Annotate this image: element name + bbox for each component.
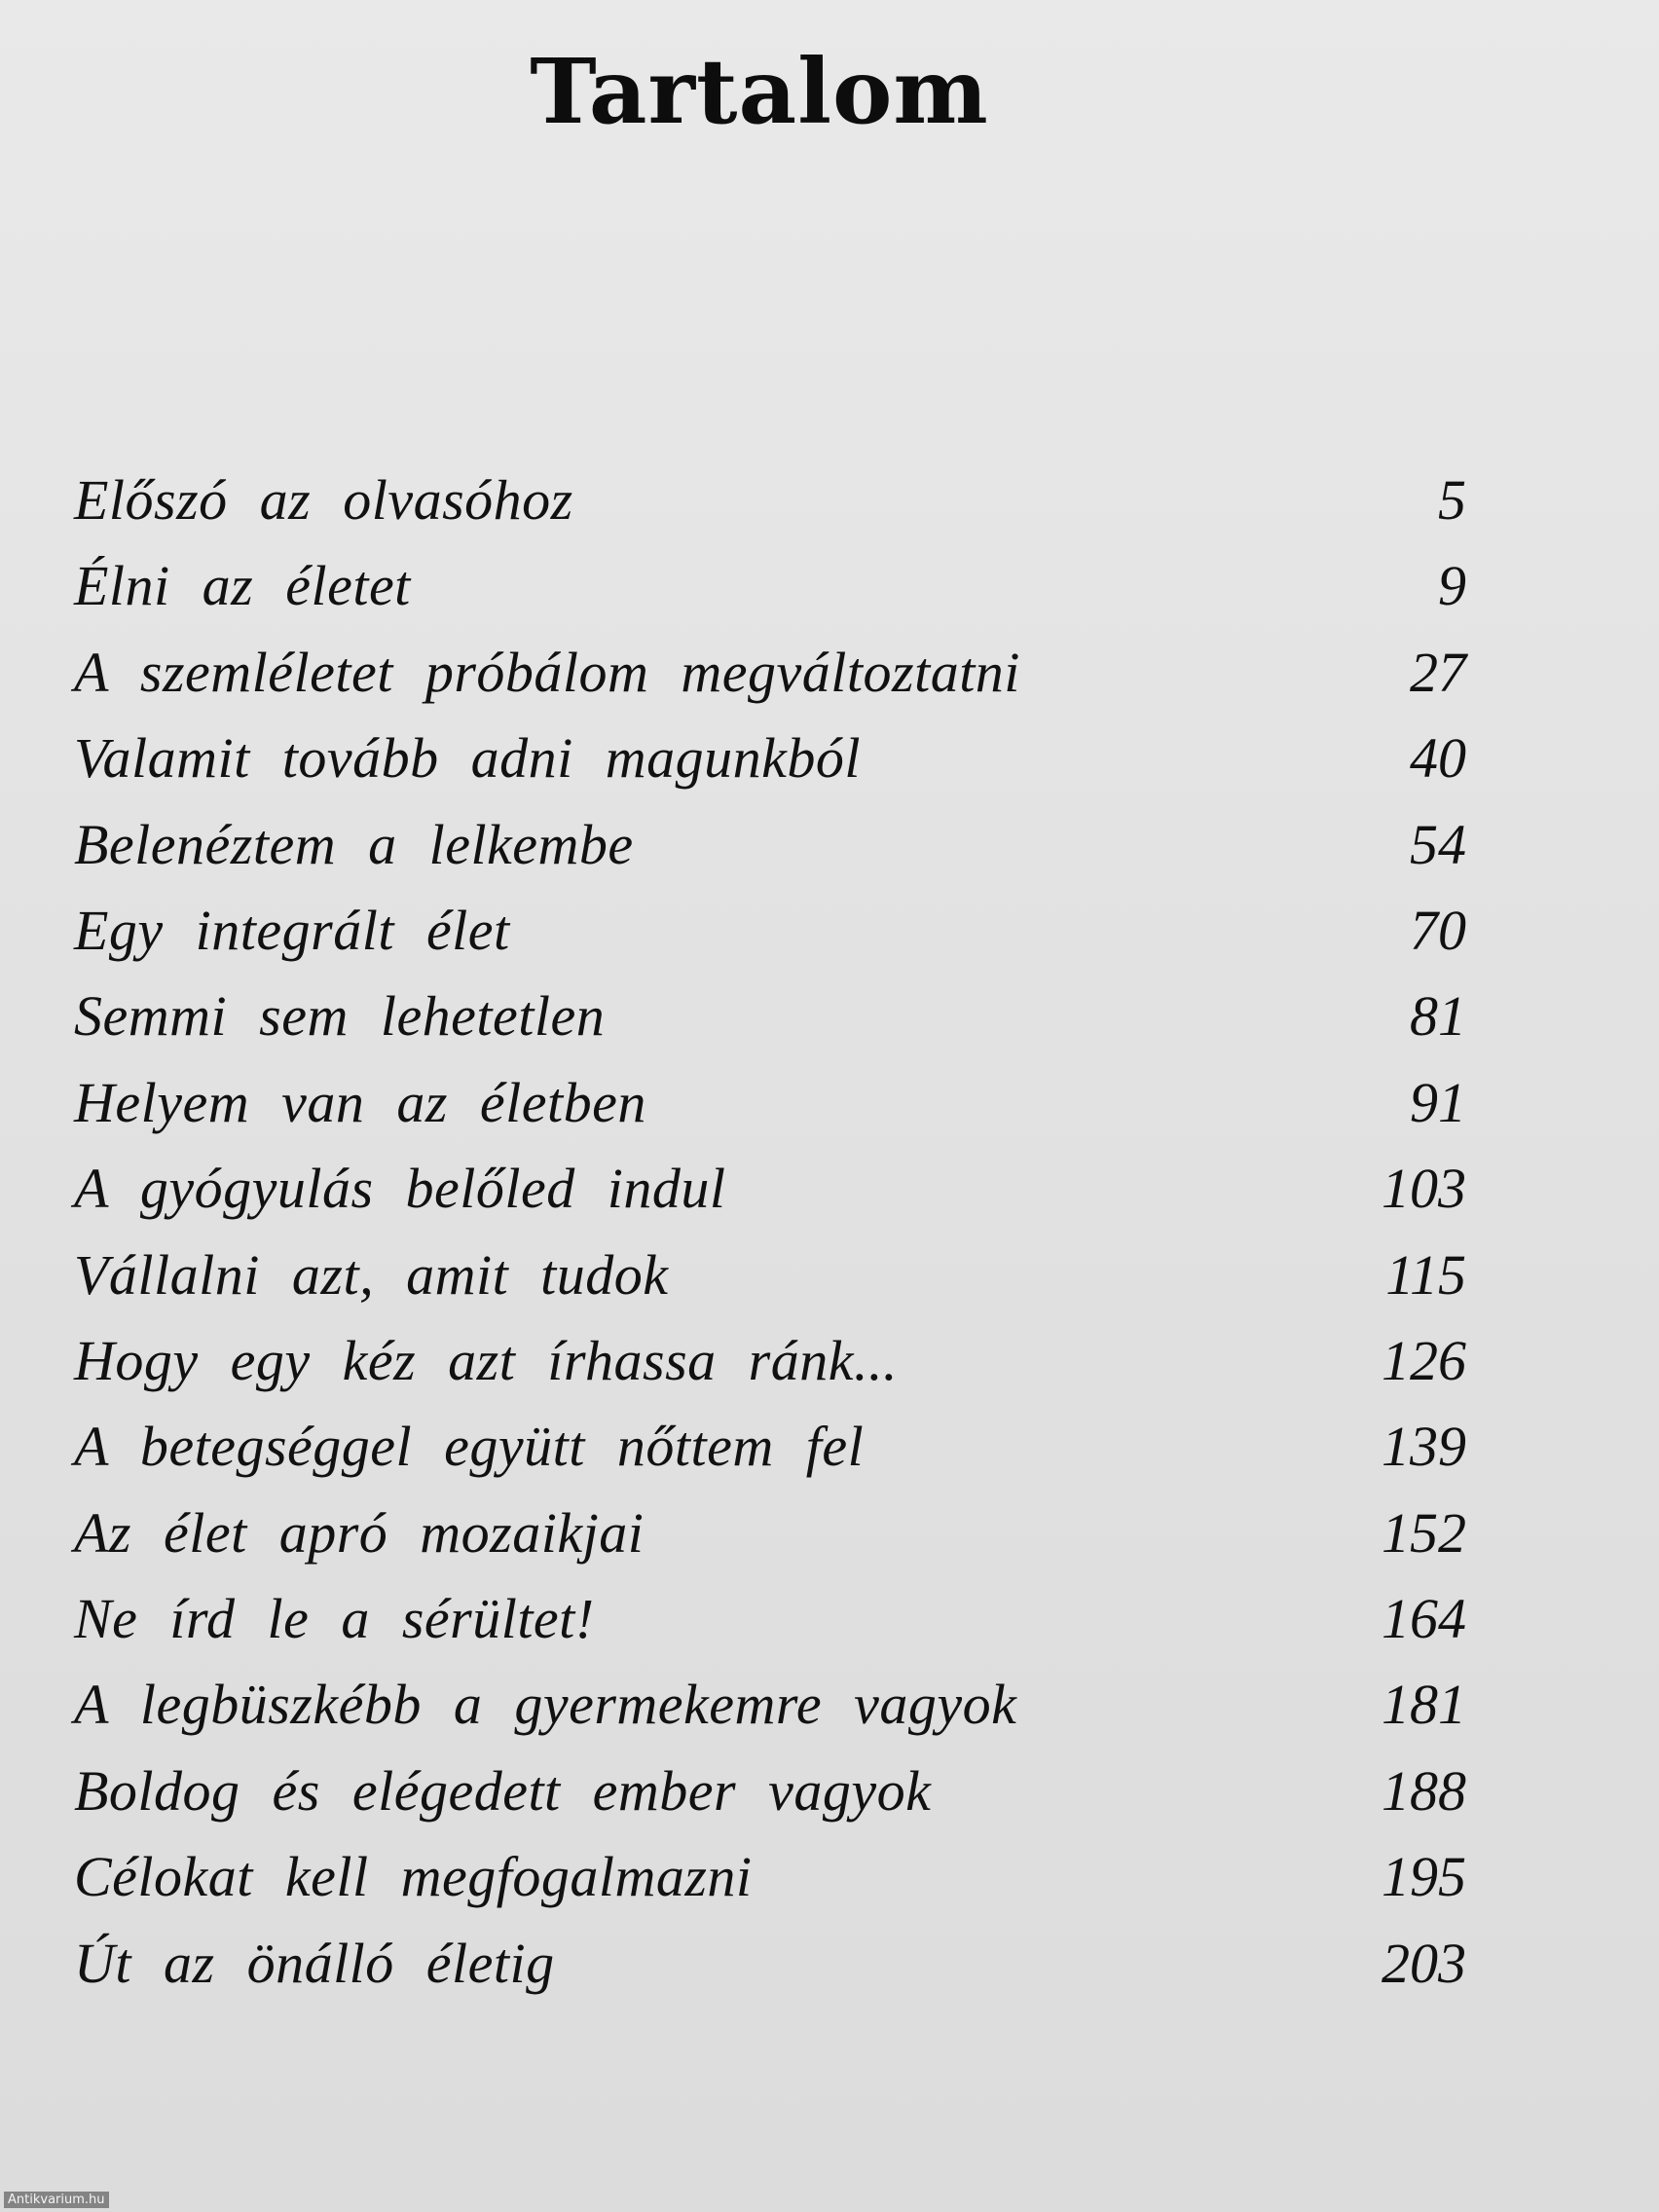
toc-entry-title: A gyógyulás belőled indul bbox=[74, 1157, 726, 1221]
toc-entry-page: 70 bbox=[1410, 898, 1466, 962]
toc-entry-page: 115 bbox=[1385, 1242, 1466, 1307]
toc-entry bbox=[74, 1060, 1466, 1146]
toc-entry-page: 195 bbox=[1382, 1845, 1466, 1909]
toc-entry bbox=[74, 1233, 1466, 1318]
toc-entry-page: 203 bbox=[1382, 1931, 1466, 1995]
toc-entry-page: 5 bbox=[1438, 468, 1466, 532]
table-of-contents bbox=[74, 458, 1466, 2007]
toc-entry-title: Célokat kell megfogalmazni bbox=[74, 1845, 753, 1909]
toc-entry-page: 54 bbox=[1410, 812, 1466, 876]
toc-entry-page: 164 bbox=[1382, 1587, 1466, 1651]
toc-entry bbox=[74, 1491, 1466, 1576]
toc-entry-page: 181 bbox=[1382, 1673, 1466, 1737]
toc-entry-title: Helyem van az életben bbox=[74, 1070, 646, 1134]
toc-entry-page: 27 bbox=[1410, 640, 1466, 704]
toc-entry bbox=[74, 1146, 1466, 1232]
toc-entry bbox=[74, 630, 1466, 716]
toc-entry-title: A szemléletet próbálom megváltoztatni bbox=[74, 640, 1020, 704]
toc-entry-title: Élni az életet bbox=[74, 554, 411, 618]
toc-entry-page: 152 bbox=[1382, 1500, 1466, 1565]
toc-entry-title: Semmi sem lehetetlen bbox=[74, 984, 606, 1049]
toc-entry-title: A betegséggel együtt nőttem fel bbox=[74, 1415, 865, 1479]
toc-entry-page: 40 bbox=[1410, 726, 1466, 791]
toc-entry bbox=[74, 802, 1466, 888]
toc-entry-title: Ne írd le a sérültet! bbox=[74, 1587, 595, 1651]
toc-entry bbox=[74, 1834, 1466, 1920]
toc-entry-title: Valamit tovább adni magunkból bbox=[74, 726, 861, 791]
toc-entry-page: 9 bbox=[1438, 554, 1466, 618]
toc-entry bbox=[74, 1404, 1466, 1490]
toc-entry bbox=[74, 888, 1466, 974]
toc-entry-title: Az élet apró mozaikjai bbox=[74, 1500, 645, 1565]
toc-entry-page: 188 bbox=[1382, 1758, 1466, 1823]
toc-entry bbox=[74, 1749, 1466, 1834]
toc-entry-title: Belenéztem a lelkembe bbox=[74, 812, 634, 876]
page-title: Tartalom bbox=[530, 39, 989, 144]
toc-entry bbox=[74, 543, 1466, 629]
toc-entry-title: Előszó az olvasóhoz bbox=[74, 468, 573, 532]
toc-entry-page: 139 bbox=[1382, 1415, 1466, 1479]
toc-entry bbox=[74, 1318, 1466, 1404]
toc-entry-page: 81 bbox=[1410, 984, 1466, 1049]
toc-entry bbox=[74, 1662, 1466, 1748]
toc-entry bbox=[74, 974, 1466, 1059]
toc-entry bbox=[74, 458, 1466, 543]
toc-entry bbox=[74, 1921, 1466, 2007]
toc-entry-title: Út az önálló életig bbox=[74, 1931, 555, 1995]
toc-entry-title: Boldog és elégedett ember vagyok bbox=[74, 1758, 932, 1823]
watermark: Antikvarium.hu bbox=[4, 2192, 109, 2208]
toc-entry bbox=[74, 1576, 1466, 1662]
toc-entry-title: Egy integrált élet bbox=[74, 898, 510, 962]
toc-entry-page: 126 bbox=[1382, 1328, 1466, 1392]
toc-entry-title: Hogy egy kéz azt írhassa ránk... bbox=[74, 1328, 898, 1392]
toc-entry-title: Vállalni azt, amit tudok bbox=[74, 1242, 669, 1307]
toc-entry bbox=[74, 716, 1466, 801]
toc-entry-title: A legbüszkébb a gyermekemre vagyok bbox=[74, 1673, 1017, 1737]
toc-entry-page: 91 bbox=[1410, 1070, 1466, 1134]
toc-entry-page: 103 bbox=[1382, 1157, 1466, 1221]
